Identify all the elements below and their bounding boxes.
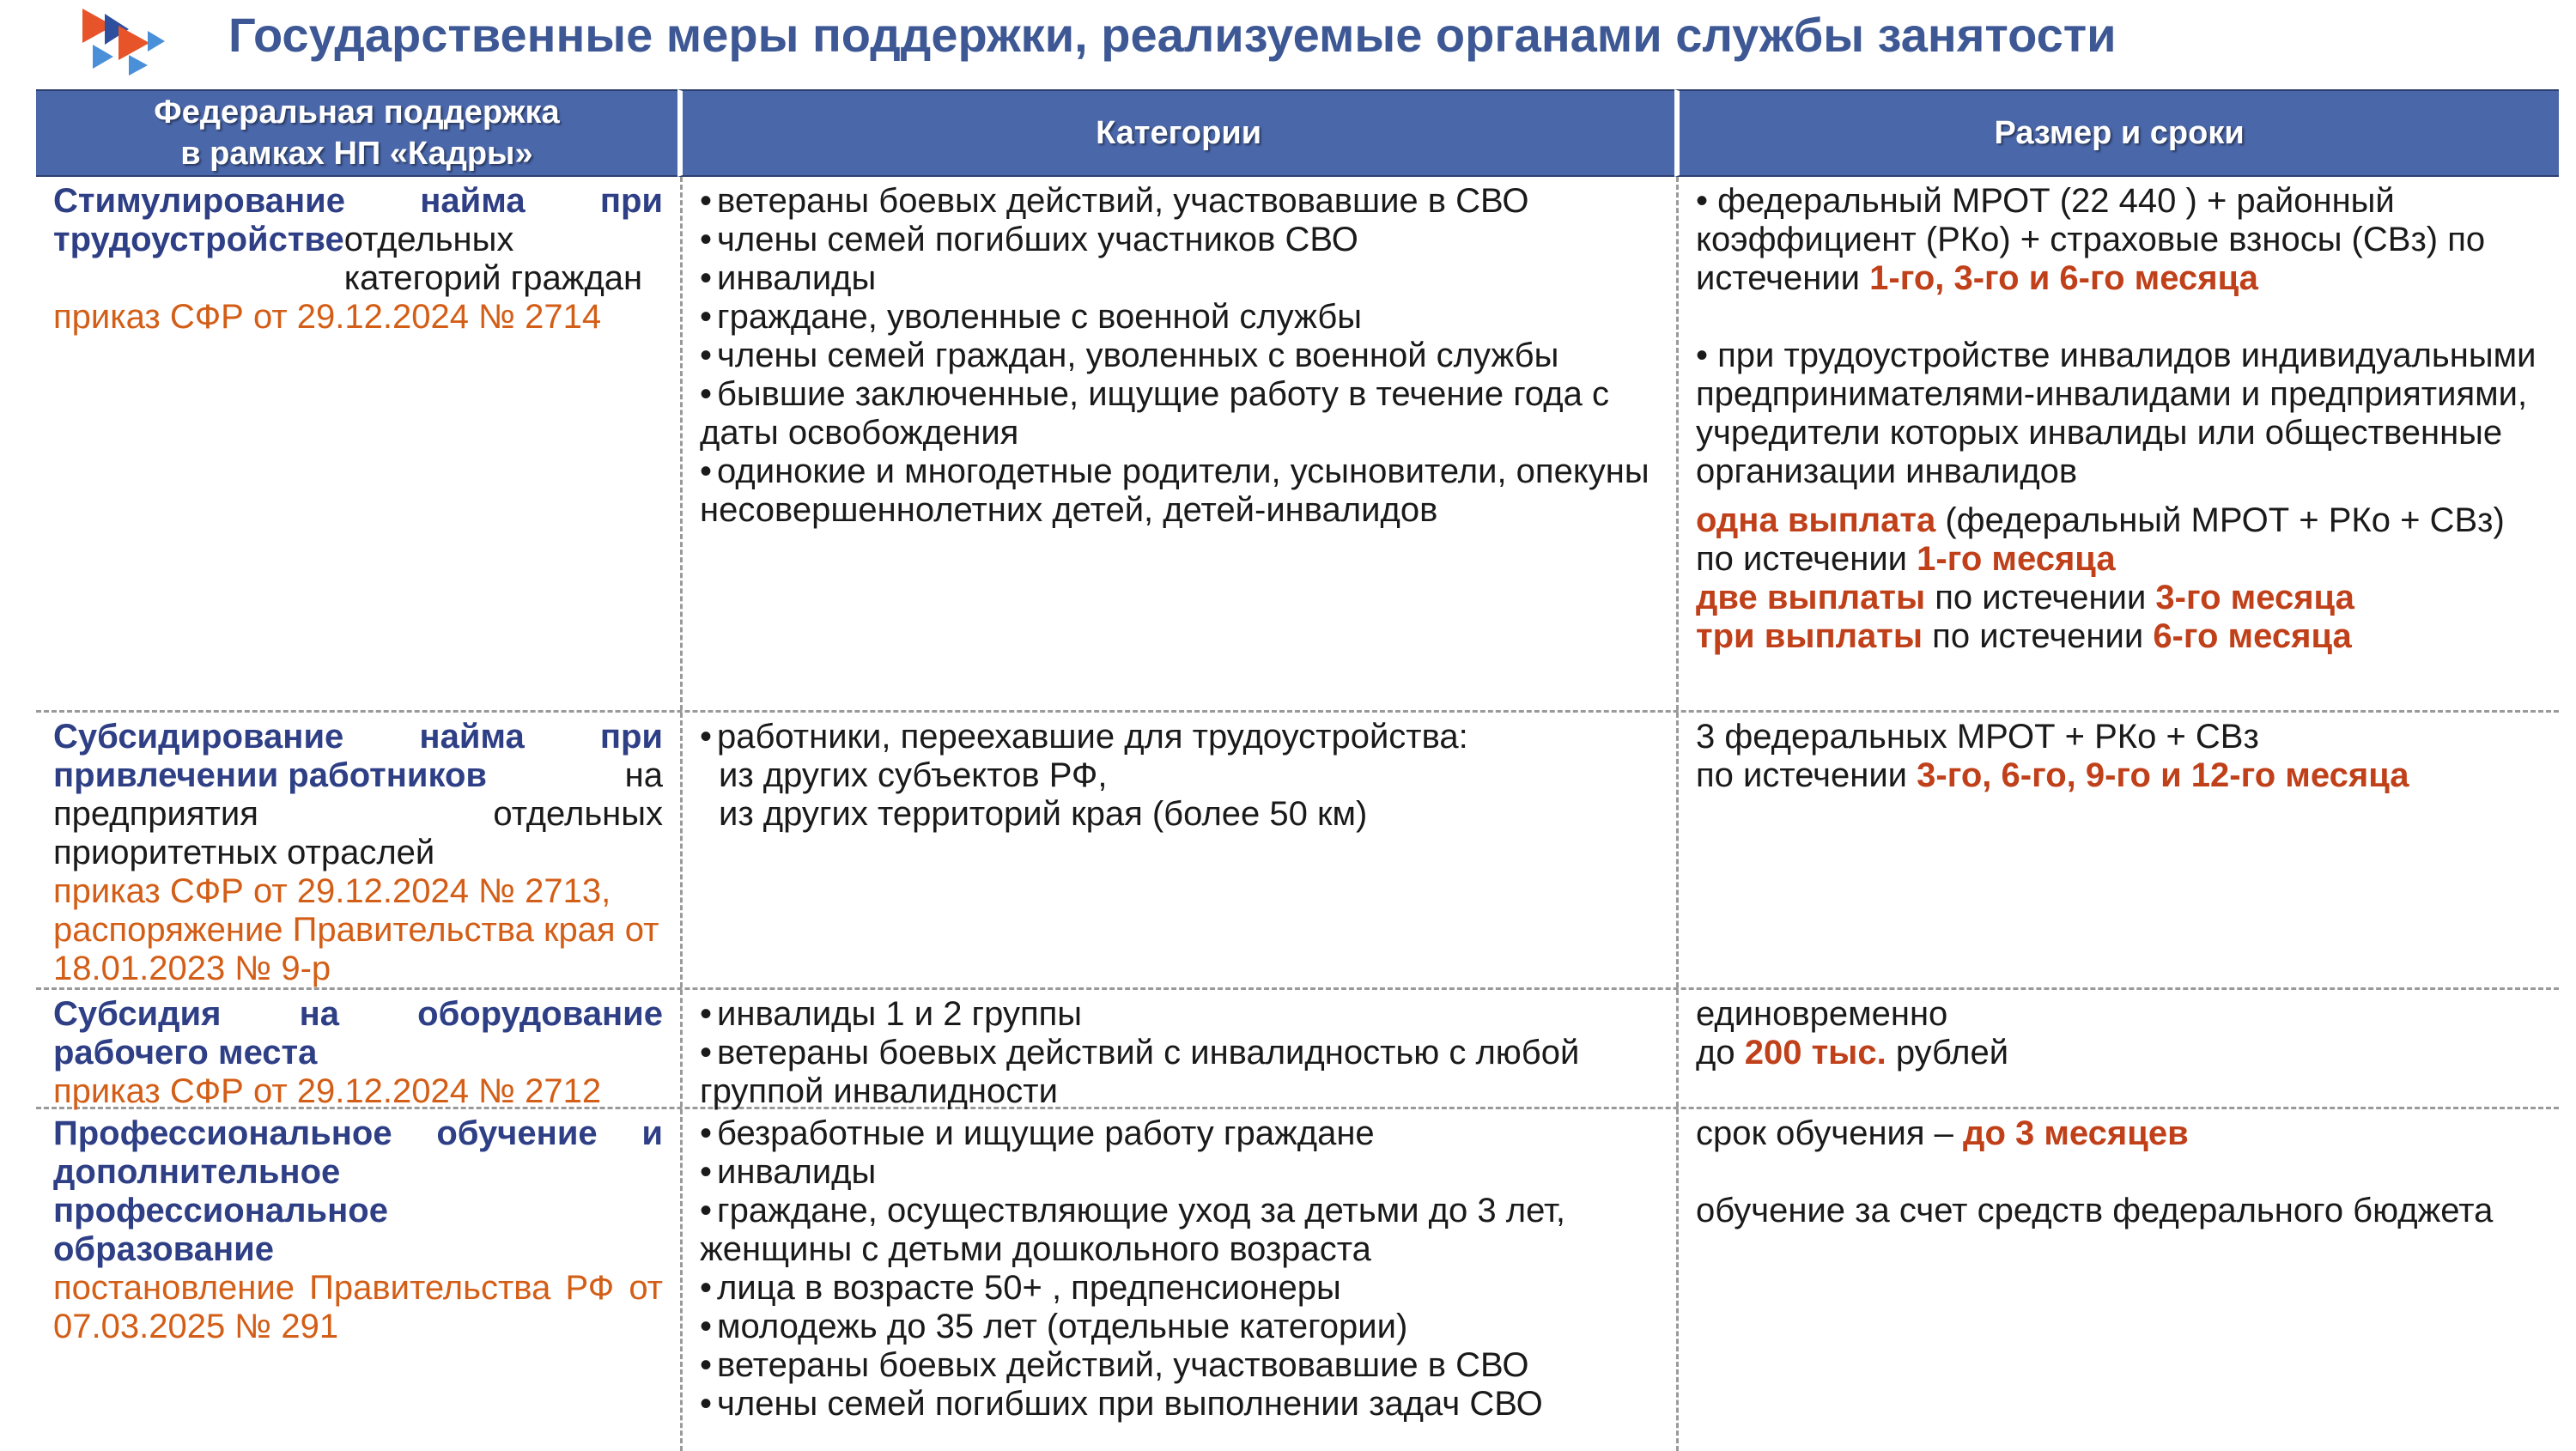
measure-title-cont [53, 221, 663, 298]
table-row [36, 177, 2559, 713]
list-item: • одинокие и многодетные родители, усыновители, опекуны несовершеннолетних детей, детей-инвалидов [700, 452, 1649, 529]
header-col1-line2: в рамках НП «Кадры» [180, 136, 533, 172]
measure-title-line2: привлечении работников [53, 756, 487, 794]
size-terms-cell [1676, 990, 2559, 1107]
categories-cell [680, 1109, 1676, 1451]
measure-rest-spacer: на [624, 756, 663, 794]
list-item: • члены семей погибших участников СВО [700, 221, 1358, 258]
list-item: • граждане, уволенные с военной службы [700, 298, 1362, 336]
measure-rest-text: отдельных категорий граждан [343, 221, 643, 297]
legal-doc: приказ СФР от 29.12.2024 № 2713, [53, 872, 611, 910]
size-line: срок обучения – до 3 месяцев [1696, 1114, 2189, 1152]
size-terms-cell [1676, 1109, 2559, 1451]
size-paragraph: • при трудоустройстве инвалидов индивидуальными предпринимателями-инвалидами и предприятиями, учредители которых инвалиды или общественные организации инвалидов [1696, 337, 2537, 490]
size-line: единовременно [1696, 995, 1948, 1033]
legal-doc: постановление Правительства РФ от 07.03.2025 № 291 [53, 1269, 663, 1345]
header-size-terms: Размер и сроки [1674, 89, 2559, 177]
measure-title: Стимулирование найма при [53, 182, 663, 220]
measure-cell [36, 1109, 680, 1451]
size-terms-cell [1676, 177, 2559, 710]
measure-title-line3: профессиональное [53, 1192, 388, 1229]
measure-title-line2: рабочего места [53, 1034, 318, 1072]
measure-title-line4: образование [53, 1230, 274, 1268]
measure-title: Профессиональное обучение и [53, 1114, 663, 1152]
table-row [36, 990, 2559, 1109]
list-item: • ветераны боевых действий, участвовавшие в СВО [700, 1346, 1529, 1384]
list-subitem: из других субъектов РФ, [719, 756, 1108, 794]
list-item: • инвалиды [700, 1153, 877, 1191]
measure-cell [36, 990, 680, 1110]
size-line: до 200 тыс. рублей [1696, 1034, 2009, 1072]
measure-cell [36, 177, 680, 710]
list-item: • инвалиды 1 и 2 группы [700, 995, 1083, 1033]
list-item: • лица в возрасте 50+ , предпенсионеры [700, 1269, 1341, 1307]
size-paragraph: • федеральный МРОТ (22 440 ) + районный коэффициент (РКо) + страховые взносы (СВз) по истечении 1-го, 3-го и 6-го месяца [1696, 182, 2486, 297]
size-paragraph: одна выплата (федеральный МРОТ + РКо + СВз) по истечении 1-го месяца [1696, 501, 2505, 578]
list-item: • бывшие заключенные, ищущие работу в течение года с даты освобождения [700, 375, 1609, 452]
list-item: • граждане, осуществляющие уход за детьми до 3 лет, женщины с детьми дошкольного возраста [700, 1192, 1565, 1268]
measure-rest-line2: приоритетных отраслей [53, 834, 435, 871]
size-line: по истечении 3-го, 6-го, 9-го и 12-го месяца [1696, 756, 2409, 794]
categories-cell [680, 990, 1676, 1110]
page-title: Государственные меры поддержки, реализуемые органами службы занятости [228, 8, 2117, 62]
measure-title-cont [53, 756, 663, 795]
measure-title: Субсидирование найма при [53, 718, 663, 756]
measure-cell [36, 713, 680, 987]
measure-title: Субсидия на оборудование [53, 995, 663, 1033]
table-row [36, 1109, 2559, 1451]
list-item: • инвалиды [700, 259, 877, 297]
list-item: • ветераны боевых действий с инвалидностью с любой группой инвалидности [700, 1034, 1580, 1110]
size-paragraph: три выплаты по истечении 6-го месяца [1696, 617, 2352, 655]
legal-doc: распоряжение Правительства края от 18.01.2023 № 9-р [53, 911, 659, 987]
legal-doc: приказ СФР от 29.12.2024 № 2714 [53, 298, 602, 336]
size-line: обучение за счет средств федерального бюджета [1696, 1192, 2494, 1229]
header-col1-line1: Федеральная поддержка [154, 94, 560, 131]
categories-cell [680, 713, 1676, 987]
size-terms-cell [1676, 713, 2559, 987]
list-item: • члены семей погибших при выполнении задач СВО [700, 1385, 1543, 1423]
header-categories: Категории [677, 89, 1674, 177]
list-item: • члены семей граждан, уволенных с военной службы [700, 337, 1559, 374]
arrow-chevron-logo-icon [76, 5, 179, 77]
legal-doc: приказ СФР от 29.12.2024 № 2712 [53, 1072, 602, 1110]
list-item: • молодежь до 35 лет (отдельные категории) [700, 1308, 1408, 1345]
list-item: • безработные и ищущие работу граждане [700, 1114, 1375, 1152]
support-measures-table [36, 89, 2559, 1451]
categories-cell [680, 177, 1676, 710]
size-paragraph: две выплаты по истечении 3-го месяца [1696, 579, 2354, 616]
measure-title-line2: трудоустройстве [53, 221, 344, 258]
measure-title-line2: дополнительное [53, 1153, 341, 1191]
size-line: 3 федеральных МРОТ + РКо + СВз [1696, 718, 2259, 756]
table-row [36, 713, 2559, 990]
list-item: • работники, переехавшие для трудоустройства: [700, 718, 1468, 756]
list-subitem: из других территорий края (более 50 км) [719, 795, 1368, 833]
table-header [36, 89, 2559, 177]
list-item: • ветераны боевых действий, участвовавшие в СВО [700, 182, 1529, 220]
header-federal-support [36, 89, 677, 177]
measure-rest-line1: предприятия отдельных [53, 795, 663, 833]
